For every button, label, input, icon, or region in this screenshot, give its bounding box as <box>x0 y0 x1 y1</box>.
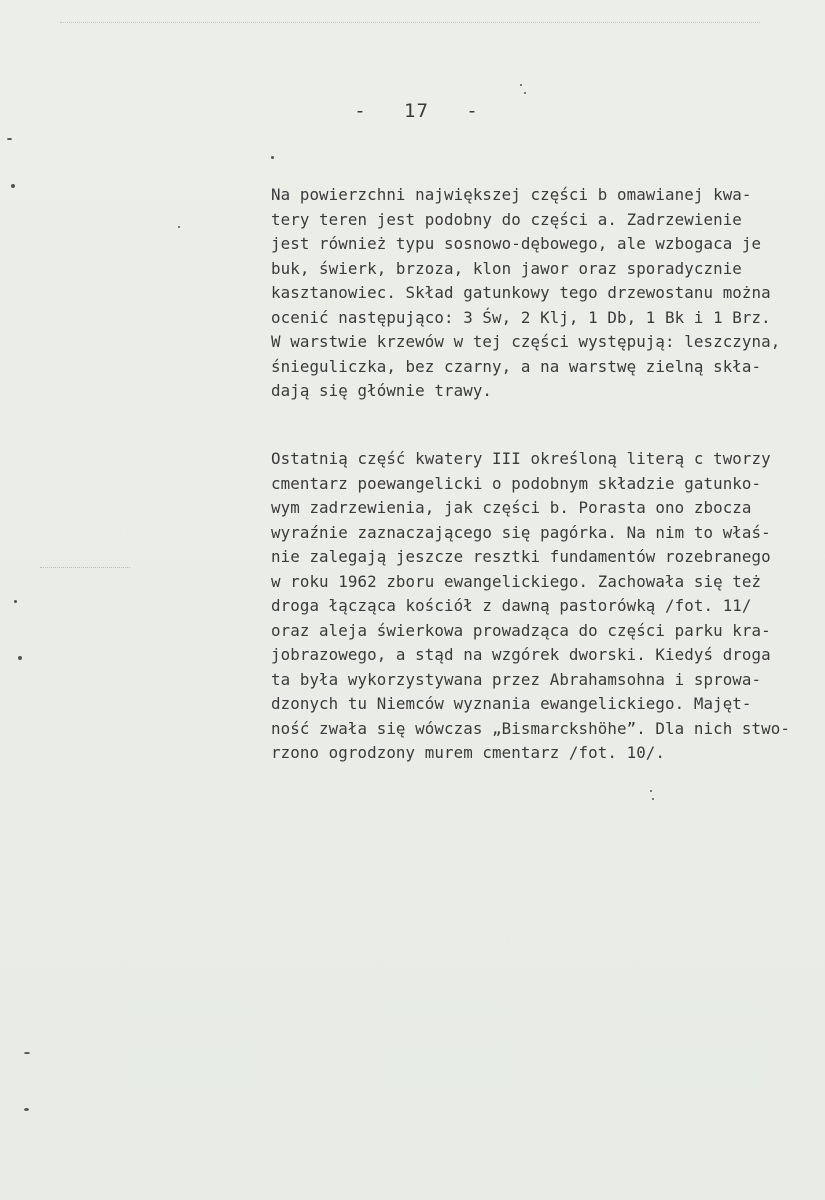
scan-speck <box>14 600 17 603</box>
paragraph-2 <box>271 447 825 766</box>
text-line: nie zalegają jeszcze resztki fundamentów rozebranego <box>271 547 771 566</box>
scan-speck <box>520 84 522 86</box>
scan-speck <box>271 156 274 159</box>
margin-mark <box>40 567 130 568</box>
text-line: oraz aleja świerkowa prowadząca do części parku kra- <box>271 620 771 640</box>
scan-speck <box>24 1052 30 1054</box>
text-line: ocenić następująco: 3 Św, 2 Klj, 1 Db, 1 Bk i 1 Brz. <box>271 307 771 327</box>
text-line: wyraźnie zaznaczającego się pagórka. Na nim to właś- <box>271 522 771 542</box>
scan-speck <box>7 138 12 140</box>
text-line: ność zwała się wówczas „Bismarckshöhe”. Dla nich stwo- <box>271 718 790 738</box>
text-line: Ostatnią część kwatery III określoną literą c tworzy <box>271 449 771 468</box>
text-line: dają się głównie trawy. <box>271 381 493 400</box>
scan-speck <box>18 656 22 660</box>
text-line: Na powierzchni największej części b omawianej kwa- <box>271 185 752 204</box>
text-line: droga łącząca kościół z dawną pastorówką /fot. 11/ <box>271 596 752 615</box>
scan-speck <box>652 798 654 800</box>
top-edge-mark <box>60 22 760 23</box>
text-line: buk, świerk, brzoza, klon jawor oraz sporadycznie <box>271 258 742 278</box>
text-line: wym zadrzewienia, jak części b. Porasta ono zbocza <box>271 498 752 517</box>
text-line: rzono ogrodzony murem cmentarz /fot. 10/. <box>271 743 666 762</box>
scan-speck <box>178 226 180 228</box>
scan-speck <box>650 790 652 792</box>
text-line: W warstwie krzewów w tej części występują: leszczyna, <box>271 332 781 351</box>
text-line: ta była wykorzystywana przez Abrahamsohna i sprowa- <box>271 669 762 689</box>
scan-speck <box>11 184 15 188</box>
scan-speck <box>24 1108 29 1111</box>
text-line: dzonych tu Niemców wyznania ewangelickiego. Majęt- <box>271 694 752 713</box>
text-line: śnieguliczka, bez czarny, a na warstwę zielną skła- <box>271 356 762 376</box>
text-line: cmentarz poewangelicki o podobnym składzie gatunko- <box>271 473 762 493</box>
text-line: jobrazowego, a stąd na wzgórek dworski. Kiedyś droga <box>271 645 771 664</box>
scan-speck <box>524 92 526 94</box>
text-line: w roku 1962 zboru ewangelickiego. Zachowała się też <box>271 571 762 591</box>
paragraph-1 <box>271 183 825 404</box>
page-number: - 17 - <box>354 100 479 122</box>
text-line: jest również typu sosnowo-dębowego, ale wzbogaca je <box>271 234 762 253</box>
text-line: tery teren jest podobny do części a. Zadrzewienie <box>271 209 742 229</box>
text-line: kasztanowiec. Skład gatunkowy tego drzewostanu można <box>271 283 771 302</box>
